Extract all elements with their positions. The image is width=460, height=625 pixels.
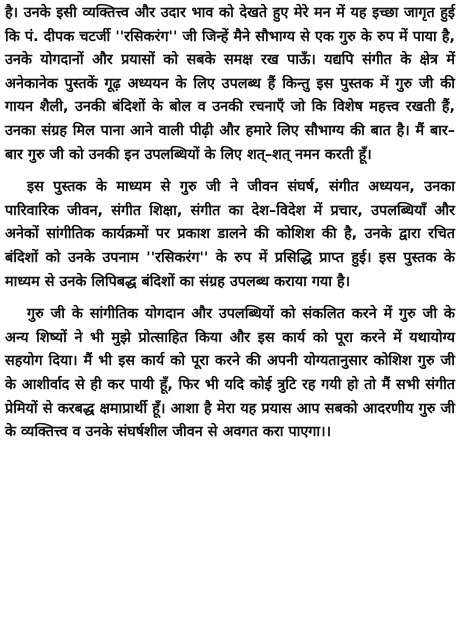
paragraph-acknowledgement: गुरु जी के सांगीतिक योगदान और उपलब्धियों को संकलित करने में गुरु जी के अन्य शिष्यों ने भी मुझे प्रोत्साहित किया और इस कार्य को पूरा करने में यथायोग्य सहयोग दिया। मैं भी इस कार्य को पूरा करने की अपनी योग्यतानुसार कोशिश गुरु जी के आशीर्वाद से ही कर पायी हूँ, फिर भी यदि कोई त्रुटि रह गयी हो तो मैं सभी संगीत प्रेमियों से करबद्ध क्षमाप्रार्थी हूँ। आशा है मेरा यह प्रयास आप सबको आदरणीय गुरु जी के व्यक्तित्त्व व उनके संघर्षशील जीवन से अवगत करा पाएगा।। (5, 306, 455, 441)
paragraph-book-contents: इस पुस्तक के माध्यम से गुरु जी ने जीवन संघर्ष, संगीत अध्ययन, उनका पारिवारिक जीवन, संगीत शिक्षा, संगीत का देश–विदेश में प्रचार, उपलब्धियाँ और अनेकों सांगीतिक कार्यक्रमों पर प्रकाश डालने की कोशिश की है, उनके द्वारा रचित बंदिशों को उनके उपनाम ''रसिकरंग'' के रुप में प्रसिद्धि प्राप्त हुई। इस पुस्तक के माध्यम से उनके लिपिबद्ध बंदिशों का संग्रह उपलब्ध कराया गया है। (5, 179, 455, 290)
paragraph-continued-intro: है। उनके इसी व्यक्तित्त्व और उदार भाव को देखते हुए मेरे मन में यह इच्छा जागृत हुई कि पं. दीपक चटर्जी ''रसिकरंग'' जी जिन्हें मैने सौभाग्य से एक गुरु के रुप में पाया है, उनके योगदानों और प्रयासों को सबके समक्ष रख पाऊँ। यद्यपि संगीत के क्षेत्र में अनेकानेक पुस्तकें गूढ़ अध्ययन के लिए उपलब्ध हैं किन्तु इस पुस्तक में गुरु जी की गायन शैली, उनकी बंदिशों के बोल व उनकी रचनाएँ जो कि विशेष महत्त्व रखती हैं, उनका संग्रह मिल पाना आने वाली पीढ़ी और हमारे लिए सौभाग्य की बात है। मैं बार–बार गुरु जी को उनकी इन उपलब्धियों के लिए शत्–शत् नमन करती हूँ। (5, 5, 455, 163)
